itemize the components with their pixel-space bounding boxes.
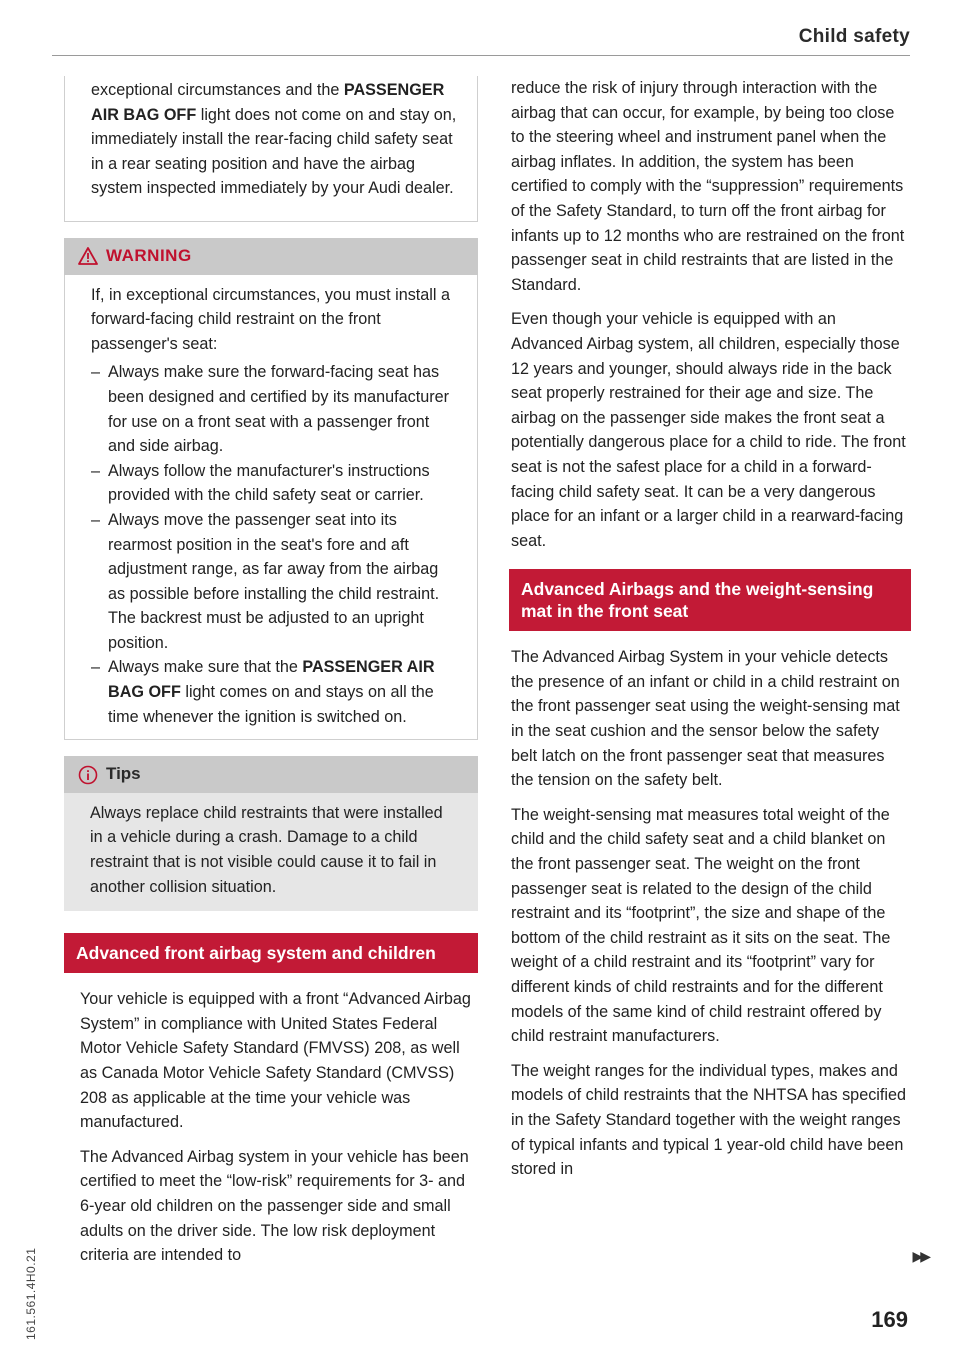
header-divider xyxy=(52,55,910,56)
section-heading-advanced-front-airbag: Advanced front airbag system and children xyxy=(64,933,478,973)
next-page-arrow-icon: ▶▶ xyxy=(912,1248,928,1264)
tips-title: Tips xyxy=(106,764,141,784)
paragraph: The weight ranges for the individual types, makes and models of child restraints that the NHTSA has specified in the Safety Standard together with the weight ranges of typical infants and typical 1 year-old child have been stored in xyxy=(511,1061,906,1179)
right-column xyxy=(511,76,909,1192)
info-circle-icon xyxy=(78,765,98,785)
warning-header xyxy=(64,238,478,275)
continued-box xyxy=(64,76,478,222)
tips-body xyxy=(64,793,478,911)
warning-triangle-icon xyxy=(78,247,98,265)
paragraph: reduce the risk of injury through interaction with the airbag that can occur, for example, by being too close to the steering wheel and instrument panel when the airbag inflates. In addition, the system has been certified to comply with the “suppression” requirements of the Safety Standard, to turn off the front airbag for infants up to 12 months who are restrained on the front passenger seat in child restraints that are listed in the Standard. xyxy=(511,79,905,294)
left-column xyxy=(76,76,476,1278)
warning-body xyxy=(64,275,478,741)
warning-title: WARNING xyxy=(106,245,192,265)
warning-item: – Always move the passenger seat into its rearmost position in the seat's fore and aft adjustment range, as far away from the airbag as possible before installing the child restraint. The backrest must be adjusted to an upright position. xyxy=(91,508,457,656)
tips-header xyxy=(64,756,478,793)
section-heading-weight-sensing-mat: Advanced Airbags and the weight-sensing mat in the front seat xyxy=(509,569,911,631)
tips-text: Always replace child restraints that were installed in a vehicle during a crash. Damage to a child restraint that is not visible could cause it to fail in another collision situation. xyxy=(90,803,443,896)
paragraph: Your vehicle is equipped with a front “Advanced Airbag System” in compliance with United States Federal Motor Vehicle Safety Standard (FMVSS) 208, as well as Canada Motor Vehicle Safety Standard (CMVSS) 208 as applicable at the time your vehicle was manufactured. xyxy=(80,990,471,1132)
paragraph: The weight-sensing mat measures total weight of the child and the child safety seat and a child blanket on the front passenger seat. The weight on the front passenger seat is related to the design of the child restraint and its “footprint”, the size and shape of the bottom of the child restraint as it sits on the seat. The weight of a child restraint and its “footprint” vary for different kinds of child restraints and for the different models of the same kind of child restraint offered by child restraint manufacturers. xyxy=(511,805,891,1046)
paragraph: The Advanced Airbag System in your vehicle detects the presence of an infant or child in a child restraint on the front passenger seat using the weight-sensing mat in the seat cushion and the sensor below the safety belt latch on the front passenger seat that measures the tension on the safety belt. xyxy=(511,648,900,790)
passenger-airbag-off-label: PASSENGER AIR BAG OFF xyxy=(91,81,445,124)
warning-lead: If, in exceptional circumstances, you must install a forward-facing child restraint on the front passenger's seat: xyxy=(91,285,450,353)
paragraph: Even though your vehicle is equipped with an Advanced Airbag system, all children, especially those 12 years and younger, should always ride in the back seat properly restrained for their age and size. The airbag on the passenger side makes the front seat a potentially dangerous place for a child to ride. The front seat is not the safest place for a child in a forward-facing child safety seat. It can be a very dangerous place for an infant or a larger child in a rearward-facing seat. xyxy=(511,310,906,550)
page-number: 169 xyxy=(871,1307,908,1332)
warning-item: – Always follow the manufacturer's instructions provided with the child safety seat or carrier. xyxy=(91,459,457,508)
warning-list xyxy=(91,360,457,729)
side-document-code: 161.561.4H0.21 xyxy=(24,1247,38,1340)
page-header-title: Child safety xyxy=(798,26,910,47)
warning-item: – Always make sure that the PASSENGER AIR BAG OFF light comes on and stays on all the time whenever the ignition is switched on. xyxy=(91,655,457,729)
paragraph: The Advanced Airbag system in your vehicle has been certified to meet the “low-risk” requirements for 3- and 6-year old children on the passenger side and small adults on the driver side. The low risk deployment criteria are intended to xyxy=(80,1147,469,1265)
warning-item: – Always make sure the forward-facing seat has been designed and certified by its manufacturer for use on a front seat with a passenger front and side airbag. xyxy=(91,360,457,458)
intro-paragraph: exceptional circumstances and the PASSENGER AIR BAG OFF light does not come on and stay on, immediately install the rear-facing child safety seat in a rear seating position and have the airbag system inspected immediately by your Audi dealer. xyxy=(91,81,457,198)
